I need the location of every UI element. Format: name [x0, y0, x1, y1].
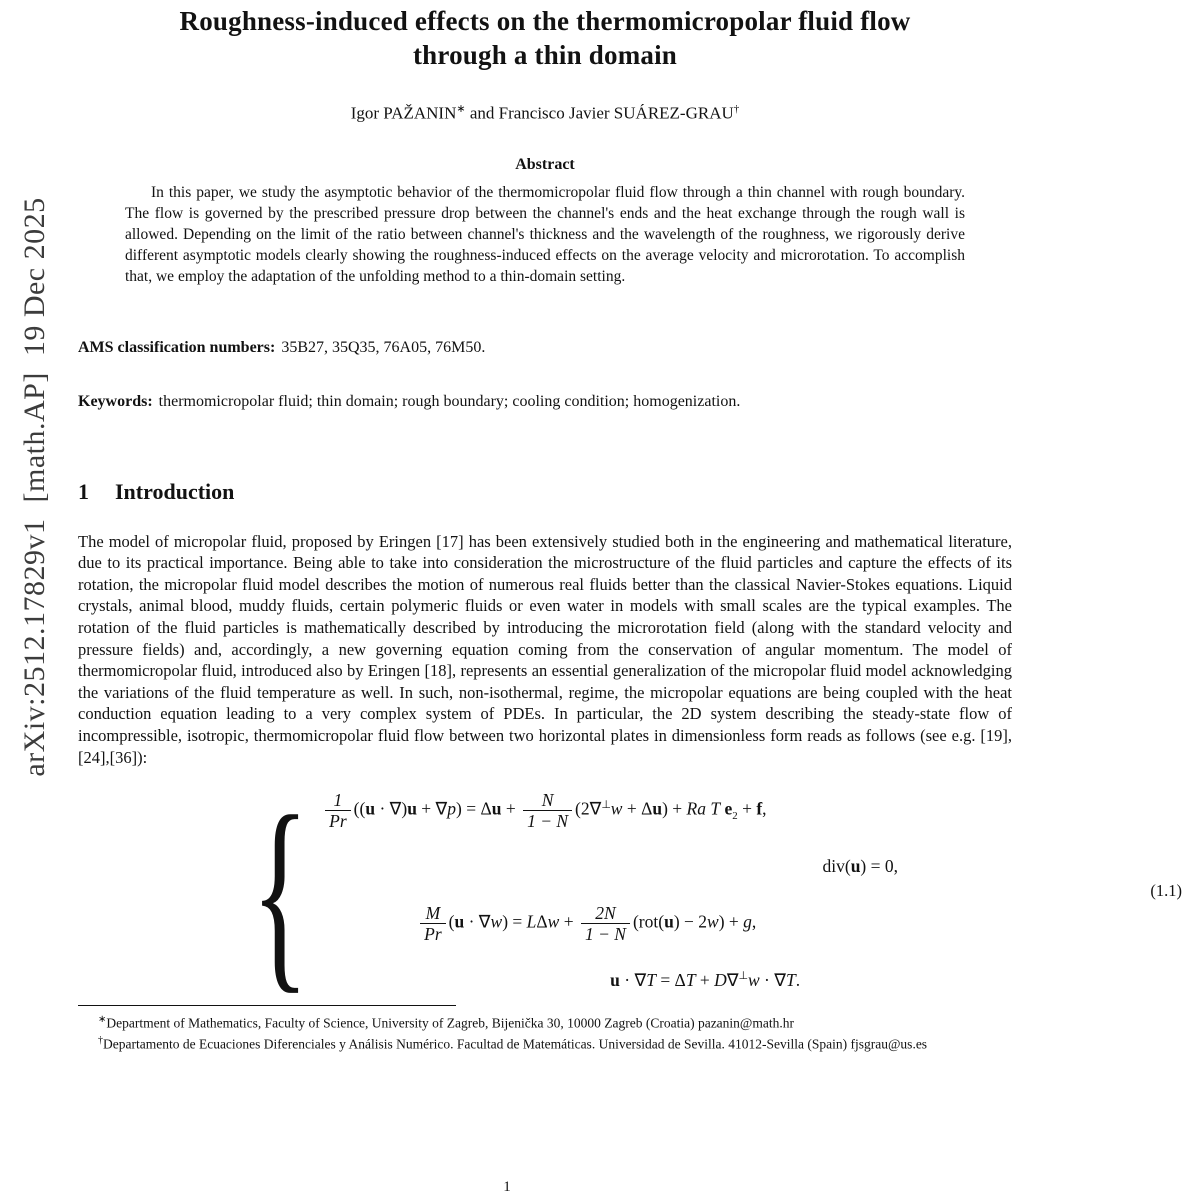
footnote-1-marker: ∗ — [98, 1014, 107, 1026]
math-piece: 2 — [732, 810, 738, 823]
math-piece: · ∇ — [759, 969, 786, 990]
math-piece: ) + — [718, 911, 744, 932]
math-piece: ) = 0, — [860, 856, 898, 877]
author-1: Igor PAŽANIN — [350, 103, 457, 123]
math-piece: T — [785, 969, 796, 990]
keywords-line — [78, 391, 1012, 413]
math-piece: + — [501, 798, 521, 819]
title-line-1: Roughness-induced effects on the thermomicropolar fluid flow — [179, 6, 911, 36]
ams-label: AMS classification numbers: — [78, 338, 276, 356]
equation-rows — [314, 790, 1016, 991]
math-piece: u — [407, 798, 417, 819]
math-piece: Δ — [536, 911, 548, 932]
left-brace: { — [251, 770, 310, 1011]
equation-row-divergence — [322, 856, 1016, 878]
math-piece: (rot( — [632, 911, 665, 932]
math-piece: g — [743, 911, 752, 932]
math-piece: + — [737, 798, 757, 819]
intro-paragraph: The model of micropolar fluid, proposed by Eringen [17] has been extensively studied both in the engineering and mathematical literature, due to its practical importance. Being able to take into consideration the microstructure of the fluid particles and capture the effects of its rotation, the micropolar fluid model describes the motion of numerous real fluids better than the classical Navier-Stokes equations. Liquid crystals, animal blood, muddy fluids, certain polymeric fluids or even water in models with small scales are the typical examples. The rotation of the fluid particles is mathematically described by introducing the microrotation field (along with the standard velocity and pressure fields) and, accordingly, a new governing equation coming from the conservation of angular momentum. The model of thermomicropolar fluid, introduced also by Eringen [18], represents an essential generalization of the micropolar fluid model acknowledging the variations of the fluid temperature as well. In such, non-isothermal, regime, the micropolar equations are being coupled with the heat conduction equation leading to a very complex system of PDEs. In particular, the 2D system describing the steady-state flow of incompressible, isotropic, thermomicropolar fluid flow between two horizontal plates in dimensionless form reads as follows (see e.g. [19], [24],[36]): — [78, 531, 1012, 767]
paper-title — [78, 0, 1012, 72]
math-piece: u — [664, 911, 674, 932]
math-piece: p — [447, 798, 456, 819]
fraction: $\frac{N}{1 - N}$ — [523, 790, 572, 831]
math-piece: u — [454, 911, 465, 932]
math-piece: + ∇ — [416, 798, 448, 819]
footnotes — [78, 1005, 1012, 1053]
math-piece: u — [365, 798, 376, 819]
keywords-value: thermomicropolar fluid; thin domain; rough boundary; cooling condition; homogenization. — [158, 392, 741, 410]
math-piece: ) − 2 — [673, 911, 708, 932]
math-piece: ⊥ — [601, 799, 611, 811]
section-heading-introduction — [78, 479, 1012, 505]
math-piece: ⊥ — [738, 969, 748, 982]
section-number: 1 — [78, 478, 89, 504]
math-piece: w — [547, 911, 560, 932]
math-piece: w — [490, 911, 503, 932]
math-piece: D — [714, 969, 727, 990]
math-piece: ) = Δ — [456, 798, 492, 819]
author-1-mark: ∗ — [456, 103, 466, 115]
math-piece: T — [685, 969, 696, 990]
math-piece: ) = — [502, 911, 527, 932]
fraction: $\frac{1}{Pr}$ — [325, 790, 351, 831]
author-separator: and — [465, 103, 499, 123]
math-piece: u — [610, 969, 620, 990]
math-piece: + — [695, 969, 715, 990]
arxiv-stamp: arXiv:2512.17829v1 [math.AP] 19 Dec 2025 — [18, 197, 51, 777]
math-piece: ( — [448, 911, 455, 932]
equation-row-microrotation — [322, 903, 1016, 944]
equation-row-temperature — [322, 970, 1016, 992]
keywords-label: Keywords: — [78, 392, 153, 410]
math-piece: = Δ — [655, 969, 686, 990]
section-title: Introduction — [115, 478, 235, 504]
author-2-mark: † — [733, 103, 740, 115]
math-piece: f — [756, 798, 763, 819]
math-piece: w — [747, 969, 760, 990]
math-piece: T — [646, 969, 656, 990]
math-piece: · ∇ — [619, 969, 647, 990]
math-piece: u — [491, 798, 502, 819]
math-piece: · ∇ — [464, 911, 491, 932]
equation-number: (1.1) — [1150, 880, 1182, 900]
ams-value: 35B27, 35Q35, 76A05, 76M50. — [281, 338, 486, 356]
math-piece: w — [707, 911, 719, 932]
footnote-2-text: Departamento de Ecuaciones Diferenciales y Análisis Numérico. Facultad de Matemáticas. Universidad de Sevilla. 41012-Sevilla (Spain) fjsgrau@us.es — [103, 1036, 928, 1052]
fraction: $\frac{2N}{1 - N}$ — [581, 903, 630, 944]
math-piece: , — [751, 911, 757, 932]
math-piece: e — [724, 798, 733, 819]
math-piece: u — [652, 798, 663, 819]
math-piece: u — [850, 856, 861, 877]
math-piece: + Δ — [622, 798, 653, 819]
authors-line — [78, 102, 1012, 124]
paper-content — [78, 0, 1182, 1053]
author-2: Francisco Javier SUÁREZ-GRAU — [498, 103, 734, 123]
math-piece: L — [526, 911, 537, 932]
page-number: 1 — [503, 1179, 511, 1195]
math-piece: , — [762, 798, 767, 819]
equation-1-1 — [246, 770, 1182, 1011]
math-piece: w — [610, 798, 623, 819]
math-piece: (2∇ — [575, 798, 602, 819]
abstract-text: In this paper, we study the asymptotic behavior of the thermomicropolar fluid flow through a thin channel with rough boundary. The flow is governed by the prescribed pressure drop between the channel's ends and the heat exchange through the rough wall is allowed. Depending on the limit of the ratio between channel's thickness and the wavelength of the roughness, we rigorously derive different asymptotic models clearly showing the roughness-induced effects on the average velocity and microrotation. To accomplish that, we employ the adaptation of the unfolding method to a thin-domain setting. — [125, 183, 965, 285]
math-piece: div( — [822, 856, 851, 877]
equation-row-momentum — [322, 790, 1016, 831]
math-piece: . — [795, 969, 801, 990]
math-piece: ) + — [662, 798, 687, 819]
math-piece: + — [559, 911, 578, 932]
abstract-section — [125, 156, 965, 287]
math-piece: (( — [353, 798, 366, 819]
footnote-1 — [78, 1011, 1012, 1032]
abstract-heading: Abstract — [515, 155, 575, 173]
title-line-2: through a thin domain — [412, 40, 678, 70]
ams-classification-line — [78, 337, 1012, 359]
footnote-1-text: Department of Mathematics, Faculty of Science, University of Zagreb, Bijenička 30, 10000 Zagreb (Croatia) pazanin@math.hr — [106, 1015, 794, 1031]
math-piece: · ∇) — [375, 798, 408, 819]
math-piece: ∇ — [726, 969, 739, 990]
footnote-2 — [78, 1032, 1012, 1053]
fraction: $\frac{M}{Pr}$ — [420, 903, 446, 944]
math-piece: Ra T — [686, 798, 721, 819]
footnote-2-marker: † — [98, 1035, 103, 1047]
